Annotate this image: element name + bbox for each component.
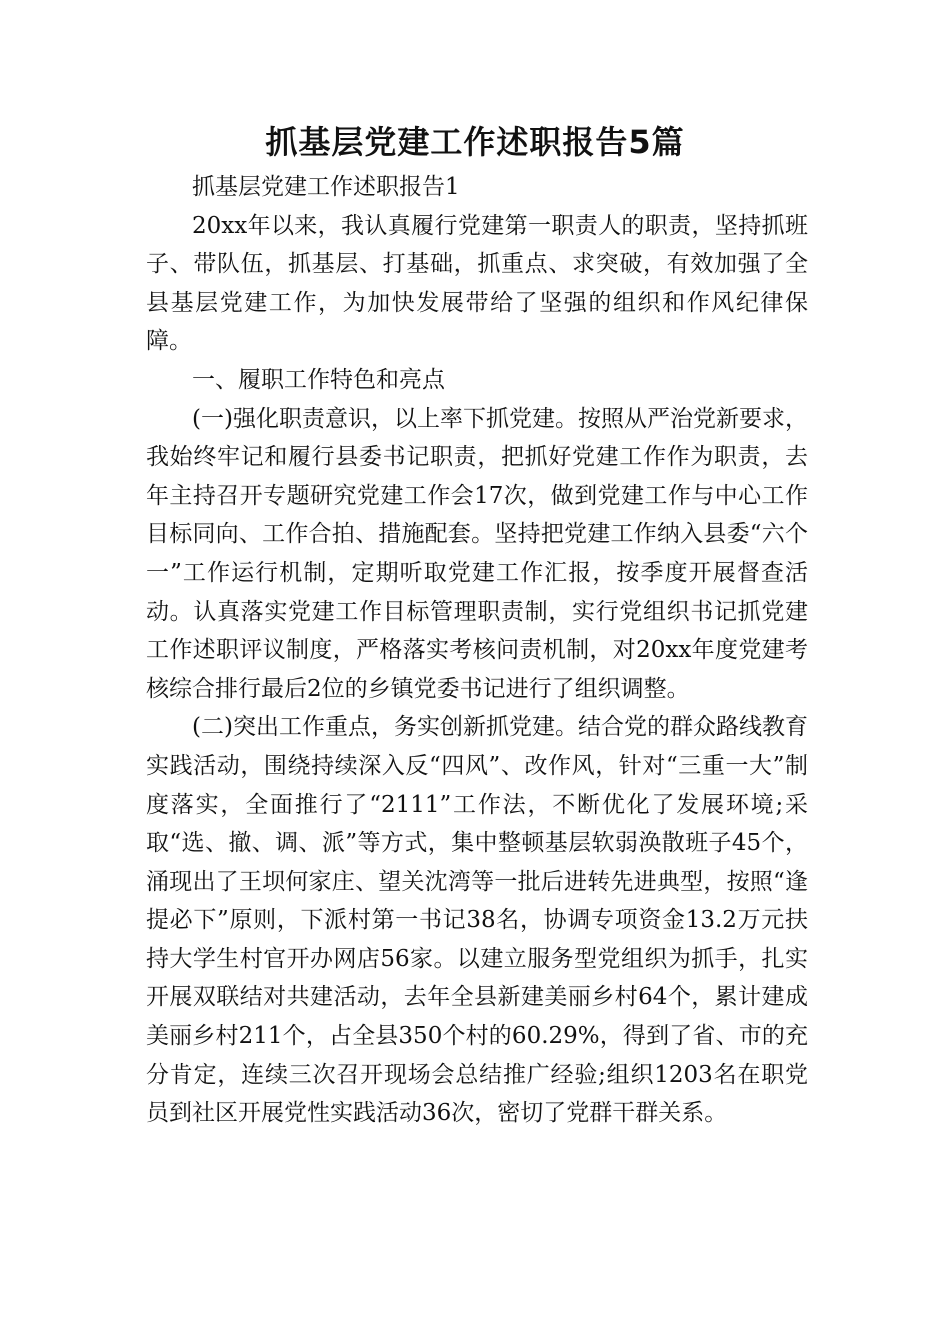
paragraph-item-2: (二)突出工作重点，务实创新抓党建。结合党的群众路线教育实践活动，围绕持续深入反“四风”、改作风，针对“三重一大”制度落实，全面推行了“2111”工作法，不断优化了发展环境;采取“选、撤、调、派”等方式，集中整顿基层软弱涣散班子45个，涌现出了王坝何家庄、望关沈湾等一批后进转先进典型，按照“逢提必下”原则，下派村第一书记38名，协调专项资金13.2万元扶持大学生村官开办网店56家。以建立服务型党组织为抓手，扎实开展双联结对共建活动，去年全县新建美丽乡村64个，累计建成美丽乡村211个，占全县350个村的60.29%，得到了省、市的充分肯定，连续三次召开现场会总结推广经验;组织1203名在职党员到社区开展党性实践活动36次，密切了党群干群关系。 xyxy=(146,714,808,1127)
paragraph-intro: 20xx年以来，我认真履行党建第一职责人的职责，坚持抓班子、带队伍，抓基层、打基础，抓重点、求突破，有效加强了全县基层党建工作，为加快发展带给了坚强的组织和作风纪律保障。 xyxy=(146,212,808,355)
document-body xyxy=(146,168,808,1133)
document-title: 抓基层党建工作述职报告5篇 xyxy=(265,123,685,161)
paragraph-item-1: (一)强化职责意识，以上率下抓党建。按照从严治党新要求，我始终牢记和履行县委书记职责，把抓好党建工作作为职责，去年主持召开专题研究党建工作会17次，做到党建工作与中心工作目标同向、工作合拍、措施配套。坚持把党建工作纳入县委“六个一”工作运行机制，定期听取党建工作汇报，按季度开展督查活动。认真落实党建工作目标管理职责制，实行党组织书记抓党建工作述职评议制度，严格落实考核问责机制，对20xx年度党建考核综合排行最后2位的乡镇党委书记进行了组织调整。 xyxy=(146,405,808,702)
section-heading-report-1: 抓基层党建工作述职报告1 xyxy=(192,174,460,200)
section-heading-highlights: 一、履职工作特色和亮点 xyxy=(192,366,445,393)
